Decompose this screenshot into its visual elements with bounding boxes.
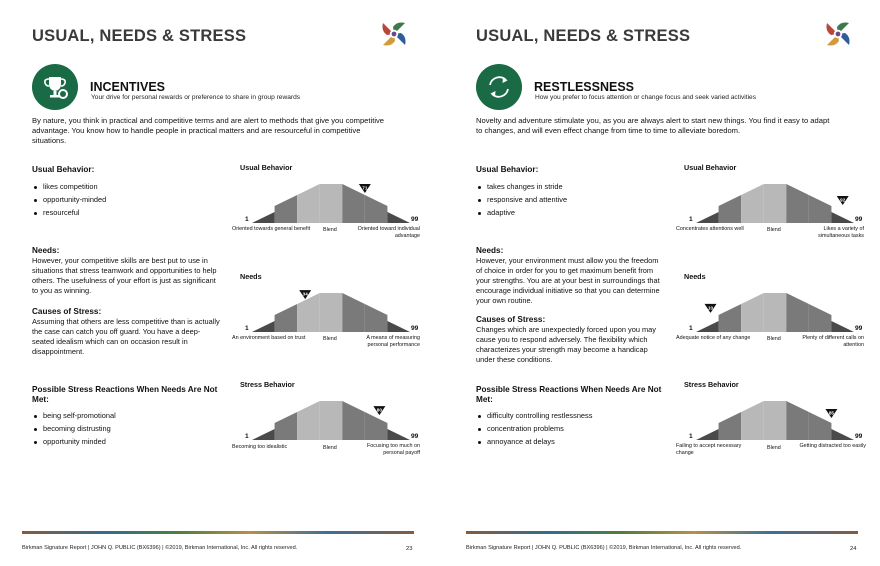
chart-title: Needs xyxy=(240,272,262,281)
left-pole-label: Failing to accept necessary change xyxy=(676,443,742,456)
pyramid-step xyxy=(741,293,764,332)
cycle-arrows-icon xyxy=(476,64,522,110)
scale-min-label: 1 xyxy=(245,433,249,440)
pyramid-step xyxy=(741,401,764,440)
right-pole-label: Oriented toward individual advantage xyxy=(357,226,420,239)
section-subtitle: How you prefer to focus attention or change focus and seek varied activities xyxy=(535,94,757,101)
score-value-label: 71 xyxy=(362,185,368,191)
intro-paragraph: By nature, you think in practical and competitive terms and are alert to methods that give you competitive advantage. You know how to handle people in practical matters and are resourceful in competitive situations. xyxy=(32,116,385,145)
needs-heading: Needs: xyxy=(32,246,60,255)
list-item: resourceful xyxy=(32,207,106,220)
middle-label: Blend xyxy=(323,445,337,451)
scale-max-label: 99 xyxy=(411,325,419,332)
report-page-24 xyxy=(444,0,880,566)
scale-max-label: 99 xyxy=(411,433,419,440)
list-item: responsive and attentive xyxy=(476,194,567,207)
pyramid-step xyxy=(320,401,343,440)
pyramid-step xyxy=(831,212,854,223)
list-item: concentration problems xyxy=(476,423,592,436)
list-item: opportunity minded xyxy=(32,436,116,449)
pyramid-step xyxy=(809,195,832,223)
pyramid-step xyxy=(809,412,832,440)
list-item: becoming distrusting xyxy=(32,423,116,436)
stress-reactions-heading: Possible Stress Reactions When Needs Are Not Met: xyxy=(32,385,218,404)
pyramid-step xyxy=(764,401,787,440)
restlessness-badge xyxy=(476,64,522,110)
left-pole-label: An environment based on trust xyxy=(232,335,306,341)
chart-title: Usual Behavior xyxy=(240,163,293,172)
list-item: difficulty controlling restlessness xyxy=(476,410,592,423)
list-item: likes competition xyxy=(32,181,106,194)
pyramid-step xyxy=(696,321,719,332)
score-value-label: 80 xyxy=(376,407,382,413)
page-number: 24 xyxy=(850,546,857,552)
middle-label: Blend xyxy=(323,227,337,233)
pyramid-step xyxy=(719,195,742,223)
footer-text: Birkman Signature Report | JOHN Q. PUBLIC (BX6396) | ©2019, Birkman International, Inc. All rights reserved. xyxy=(22,545,298,551)
stress-reactions-list xyxy=(32,410,116,449)
scale-min-label: 1 xyxy=(245,216,249,223)
pyramid-step xyxy=(365,412,388,440)
pyramid-step xyxy=(387,321,410,332)
causes-heading: Causes of Stress: xyxy=(476,315,546,324)
chart-title: Stress Behavior xyxy=(240,380,295,389)
chart-title: Usual Behavior xyxy=(684,163,737,172)
pyramid-step xyxy=(297,184,320,223)
pyramid-step xyxy=(320,293,343,332)
list-item: opportunity-minded xyxy=(32,194,106,207)
scale-min-label: 1 xyxy=(245,325,249,332)
pyramid-step xyxy=(809,304,832,332)
pyramid-step xyxy=(786,184,809,223)
list-item: being self-promotional xyxy=(32,410,116,423)
usual-behavior-chart xyxy=(230,163,425,243)
score-value-label: 85 xyxy=(828,410,834,416)
needs-heading: Needs: xyxy=(476,246,504,255)
pyramid-step xyxy=(297,401,320,440)
pyramid-step xyxy=(275,412,298,440)
scale-min-label: 1 xyxy=(689,325,693,332)
pyramid-step xyxy=(365,195,388,223)
middle-label: Blend xyxy=(767,227,781,233)
pyramid-step xyxy=(297,293,320,332)
pyramid-step xyxy=(764,293,787,332)
pyramid-step xyxy=(252,321,275,332)
page-title: USUAL, NEEDS & STRESS xyxy=(476,27,691,45)
scale-max-label: 99 xyxy=(855,433,863,440)
footer-decoration-bar xyxy=(466,531,858,534)
right-pole-label: Likes a variety of simultaneous tasks xyxy=(818,226,864,239)
left-pole-label: Becoming too idealistic xyxy=(232,444,288,450)
middle-label: Blend xyxy=(767,445,781,451)
scale-max-label: 99 xyxy=(411,216,419,223)
pyramid-step xyxy=(387,429,410,440)
intro-paragraph: Novelty and adventure stimulate you, as you are always alert to start new things. You find it easy to adapt to changes, and will even effect change from time to time to alleviate boredom. xyxy=(476,116,830,135)
usual-behavior-list xyxy=(32,181,106,220)
trophy-icon xyxy=(32,64,78,110)
pyramid-step xyxy=(320,184,343,223)
page-title: USUAL, NEEDS & STRESS xyxy=(32,27,247,45)
pyramid-step xyxy=(696,212,719,223)
pyramid-step xyxy=(786,293,809,332)
pyramid-step xyxy=(252,212,275,223)
pyramid-step xyxy=(831,429,854,440)
needs-paragraph: However, your environment must allow you the freedom of choice in order for you to get maximum benefit from your strengths. You are at your best in surroundings that encourage individual initiative so that you can determine your own routine. xyxy=(476,256,660,305)
right-pole-label: Focusing too much on personal payoff xyxy=(366,443,420,456)
section-title: RESTLESSNESS xyxy=(534,80,635,94)
usual-behavior-list xyxy=(476,181,567,220)
stress-behavior-chart xyxy=(674,380,869,460)
footer-text: Birkman Signature Report | JOHN Q. PUBLIC (BX6396) | ©2019, Birkman International, Inc. All rights reserved. xyxy=(466,545,742,551)
pyramid-step xyxy=(696,429,719,440)
list-item: adaptive xyxy=(476,207,567,220)
birkman-logo-icon xyxy=(379,19,409,49)
causes-paragraph: Assuming that others are less competitive than is actually the case can catch you off guard. You have a deep-seated idealism which can on occasion result in disappointment. xyxy=(32,317,220,356)
stress-behavior-chart xyxy=(230,380,425,460)
pyramid-step xyxy=(252,429,275,440)
section-subtitle: Your drive for personal rewards or preference to share in group rewards xyxy=(91,94,301,101)
list-item: takes changes in stride xyxy=(476,181,567,194)
page-number: 23 xyxy=(406,546,413,552)
right-pole-label: Plenty of different calls on attention xyxy=(802,335,864,348)
scale-min-label: 1 xyxy=(689,433,693,440)
pyramid-step xyxy=(365,304,388,332)
pyramid-step xyxy=(719,304,742,332)
section-title: INCENTIVES xyxy=(90,80,166,94)
right-pole-label: Getting distracted too easily xyxy=(799,443,866,449)
footer-decoration-bar xyxy=(22,531,414,534)
usual-behavior-heading: Usual Behavior: xyxy=(476,165,539,174)
birkman-logo-icon xyxy=(823,19,853,49)
incentives-badge xyxy=(32,64,78,110)
right-pole-label: A means of measuring personal performance xyxy=(366,335,420,348)
needs-chart xyxy=(230,272,425,352)
list-item: annoyance at delays xyxy=(476,436,592,449)
pyramid-step xyxy=(387,212,410,223)
pyramid-step xyxy=(275,195,298,223)
middle-label: Blend xyxy=(323,336,337,342)
left-pole-label: Concentrates attentions well xyxy=(676,226,744,232)
causes-heading: Causes of Stress: xyxy=(32,307,102,316)
left-pole-label: Oriented towards general benefit xyxy=(232,226,311,232)
needs-chart xyxy=(674,272,869,352)
causes-paragraph: Changes which are unexpectedly forced upon you may cause you to respond adversely. The flexibility which characterizes your strength may become a handicap under these conditions. xyxy=(476,325,656,364)
scale-max-label: 99 xyxy=(855,325,863,332)
pyramid-step xyxy=(764,184,787,223)
middle-label: Blend xyxy=(767,336,781,342)
scale-max-label: 99 xyxy=(855,216,863,223)
pyramid-step xyxy=(342,293,365,332)
pyramid-step xyxy=(275,304,298,332)
pyramid-step xyxy=(741,184,764,223)
score-value-label: 92 xyxy=(840,197,846,203)
chart-title: Needs xyxy=(684,272,706,281)
pyramid-step xyxy=(786,401,809,440)
scale-min-label: 1 xyxy=(689,216,693,223)
needs-paragraph: However, your competitive skills are best put to use in situations that stress teamwork and opportunities to help others. The usefulness of your effort is just as significant to you as winning. xyxy=(32,256,217,295)
pyramid-step xyxy=(719,412,742,440)
usual-behavior-chart xyxy=(674,163,869,243)
stress-reactions-heading: Possible Stress Reactions When Needs Are Not Met: xyxy=(476,385,662,404)
pyramid-step xyxy=(342,401,365,440)
chart-title: Stress Behavior xyxy=(684,380,739,389)
usual-behavior-heading: Usual Behavior: xyxy=(32,165,95,174)
score-value-label: 10 xyxy=(707,305,714,311)
score-value-label: 34 xyxy=(302,291,308,297)
stress-reactions-list xyxy=(476,410,592,449)
pyramid-step xyxy=(831,321,854,332)
left-pole-label: Adequate notice of any change xyxy=(676,335,751,341)
